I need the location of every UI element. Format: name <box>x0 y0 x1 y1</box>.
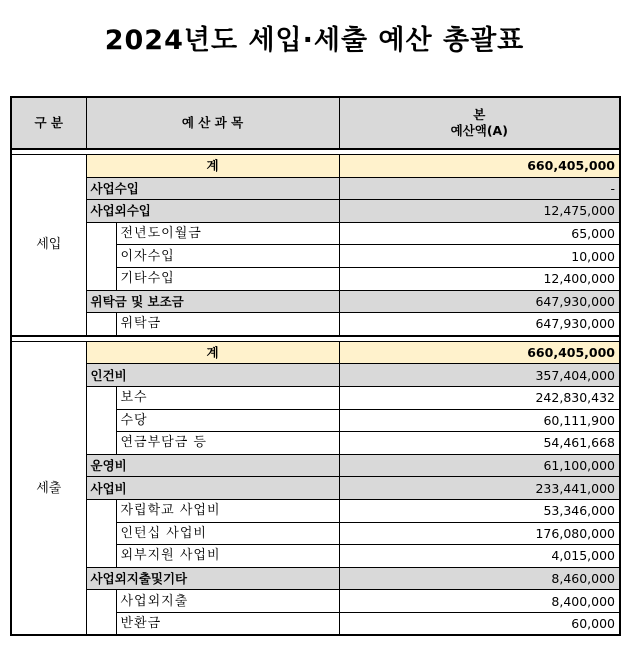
subitem-label: 자립학교 사업비 <box>116 499 339 522</box>
subitem-row <box>11 522 620 545</box>
subitem-row <box>11 499 620 522</box>
expense-section <box>11 336 620 636</box>
total-amount: 660,405,000 <box>339 155 620 178</box>
subitem-label: 인턴십 사업비 <box>116 522 339 545</box>
indent-cell <box>86 222 116 245</box>
category-amount: 233,441,000 <box>339 477 620 500</box>
indent-cell <box>86 522 116 545</box>
subitem-amount: 60,000 <box>339 612 620 635</box>
subitem-row <box>11 245 620 268</box>
indent-cell <box>86 590 116 613</box>
subitem-label: 기타수입 <box>116 267 339 290</box>
category-label: 사업외지출및기타 <box>86 567 339 590</box>
category-amount: 12,475,000 <box>339 200 620 223</box>
subitem-amount: 65,000 <box>339 222 620 245</box>
subitem-amount: 53,346,000 <box>339 499 620 522</box>
subitem-amount: 54,461,668 <box>339 432 620 455</box>
indent-cell <box>86 612 116 635</box>
header-subject: 예 산 과 목 <box>86 97 339 149</box>
subitem-label: 보수 <box>116 386 339 409</box>
subitem-label: 반환금 <box>116 612 339 635</box>
revenue-section <box>11 149 620 336</box>
category-label: 사업비 <box>86 477 339 500</box>
subitem-label: 수당 <box>116 409 339 432</box>
category-amount: 357,404,000 <box>339 364 620 387</box>
subitem-label: 위탁금 <box>116 313 339 336</box>
subitem-row <box>11 590 620 613</box>
subitem-label: 사업외지출 <box>116 590 339 613</box>
category-row <box>11 567 620 590</box>
total-label: 계 <box>86 341 339 364</box>
indent-cell <box>86 313 116 336</box>
header-gubun: 구 분 <box>11 97 86 149</box>
category-row <box>11 200 620 223</box>
subitem-row <box>11 612 620 635</box>
page-title: 2024년도 세입·세출 예산 총괄표 <box>104 25 525 56</box>
header-budget-line1: 본 <box>473 107 486 122</box>
subitem-amount: 4,015,000 <box>339 545 620 568</box>
indent-cell <box>86 499 116 522</box>
category-row <box>11 477 620 500</box>
total-label: 계 <box>86 155 339 178</box>
subitem-row <box>11 313 620 336</box>
category-amount: - <box>339 177 620 200</box>
subitem-amount: 12,400,000 <box>339 267 620 290</box>
category-amount: 61,100,000 <box>339 454 620 477</box>
category-label: 위탁금 및 보조금 <box>86 290 339 313</box>
subitem-row <box>11 222 620 245</box>
subitem-amount: 8,400,000 <box>339 590 620 613</box>
subitem-row <box>11 409 620 432</box>
header-budget <box>339 97 620 149</box>
category-label: 운영비 <box>86 454 339 477</box>
subitem-row <box>11 267 620 290</box>
indent-cell <box>86 267 116 290</box>
category-row <box>11 290 620 313</box>
category-row <box>11 177 620 200</box>
total-row <box>11 341 620 364</box>
section-label: 세입 <box>11 155 86 336</box>
subitem-amount: 176,080,000 <box>339 522 620 545</box>
total-row <box>11 155 620 178</box>
subitem-amount: 242,830,432 <box>339 386 620 409</box>
subitem-row <box>11 432 620 455</box>
category-label: 사업수입 <box>86 177 339 200</box>
category-label: 사업외수입 <box>86 200 339 223</box>
section-label: 세출 <box>11 341 86 635</box>
category-amount: 8,460,000 <box>339 567 620 590</box>
category-amount: 647,930,000 <box>339 290 620 313</box>
subitem-amount: 10,000 <box>339 245 620 268</box>
indent-cell <box>86 545 116 568</box>
indent-cell <box>86 432 116 455</box>
table-header-row <box>11 97 620 149</box>
subitem-amount: 647,930,000 <box>339 313 620 336</box>
subitem-label: 연금부담금 등 <box>116 432 339 455</box>
indent-cell <box>86 409 116 432</box>
category-label: 인건비 <box>86 364 339 387</box>
subitem-label: 이자수입 <box>116 245 339 268</box>
indent-cell <box>86 245 116 268</box>
indent-cell <box>86 386 116 409</box>
category-row <box>11 364 620 387</box>
subitem-row <box>11 386 620 409</box>
budget-table <box>10 96 621 636</box>
subitem-row <box>11 545 620 568</box>
total-amount: 660,405,000 <box>339 341 620 364</box>
subitem-label: 전년도이월금 <box>116 222 339 245</box>
category-row <box>11 454 620 477</box>
header-budget-line2: 예산액(A) <box>450 123 508 138</box>
subitem-label: 외부지원 사업비 <box>116 545 339 568</box>
subitem-amount: 60,111,900 <box>339 409 620 432</box>
